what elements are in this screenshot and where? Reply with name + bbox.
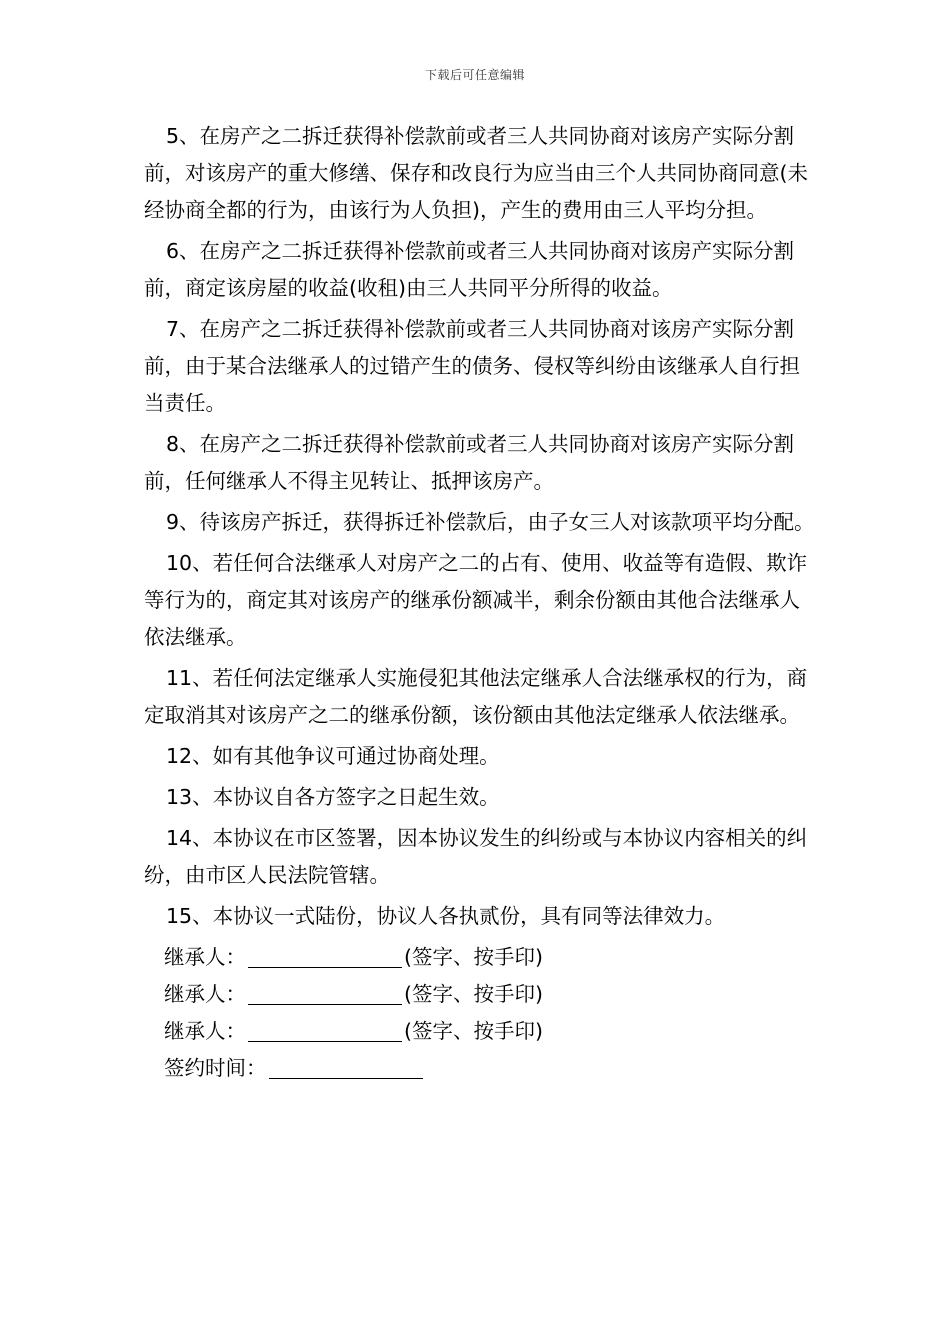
clause-11: 11、若任何法定继承人实施侵犯其他法定继承人合法继承权的行为，商定取消其对该房产之二的继承份额，该份额由其他法定继承人依法继承。 (144, 666, 808, 727)
clause-14: 14、本协议在市区签署，因本协议发生的纠纷或与本协议内容相关的纠纷，由市区人民法院管辖。 (144, 826, 808, 887)
clause-10: 10、若任何合法继承人对房产之二的占有、使用、收益等有造假、欺诈等行为的，商定其对该房产的继承份额减半，剩余份额由其他合法继承人依法继承。 (144, 551, 808, 649)
page-header: 下载后可任意编辑 (424, 68, 525, 82)
signature-blank[interactable] (248, 943, 402, 968)
date-blank[interactable] (269, 1054, 423, 1079)
signature-suffix: (签字、按手印) (404, 1019, 543, 1043)
signature-label: 继承人： (164, 945, 246, 969)
clause-15: 15、本协议一式陆份，协议人各执贰份，具有同等法律效力。 (166, 904, 726, 928)
clause-13: 13、本协议自各方签字之日起生效。 (166, 785, 500, 809)
signature-suffix: (签字、按手印) (404, 982, 543, 1006)
signature-blank[interactable] (248, 1017, 402, 1042)
document-body (144, 118, 820, 1087)
clause-12: 12、如有其他争议可通过协商处理。 (166, 744, 500, 768)
signature-line-3 (144, 1013, 820, 1050)
clause-9: 9、待该房产拆迁，获得拆迁补偿款后，由子女三人对该款项平均分配。 (166, 510, 815, 534)
clause-5: 5、在房产之二拆迁获得补偿款前或者三人共同协商对该房产实际分割前，对该房产的重大修缮、保存和改良行为应当由三个人共同协商同意(未经协商全都的行为，由该行为人负担)，产生的费用由三人平均分担。 (144, 124, 808, 222)
clause-7: 7、在房产之二拆迁获得补偿款前或者三人共同协商对该房产实际分割前，由于某合法继承人的过错产生的债务、侵权等纠纷由该继承人自行担当责任。 (144, 317, 800, 415)
date-line (144, 1050, 820, 1087)
signature-suffix: (签字、按手印) (404, 945, 543, 969)
signature-line-1 (144, 939, 820, 976)
signature-label: 继承人： (164, 982, 246, 1006)
signature-label: 继承人： (164, 1019, 246, 1043)
signature-blank[interactable] (248, 980, 402, 1005)
clause-6: 6、在房产之二拆迁获得补偿款前或者三人共同协商对该房产实际分割前，商定该房屋的收益(收租)由三人共同平分所得的收益。 (144, 239, 795, 300)
clause-8: 8、在房产之二拆迁获得补偿款前或者三人共同协商对该房产实际分割前，任何继承人不得主见转让、抵押该房产。 (144, 432, 795, 493)
date-label: 签约时间： (164, 1056, 267, 1080)
signature-line-2 (144, 976, 820, 1013)
